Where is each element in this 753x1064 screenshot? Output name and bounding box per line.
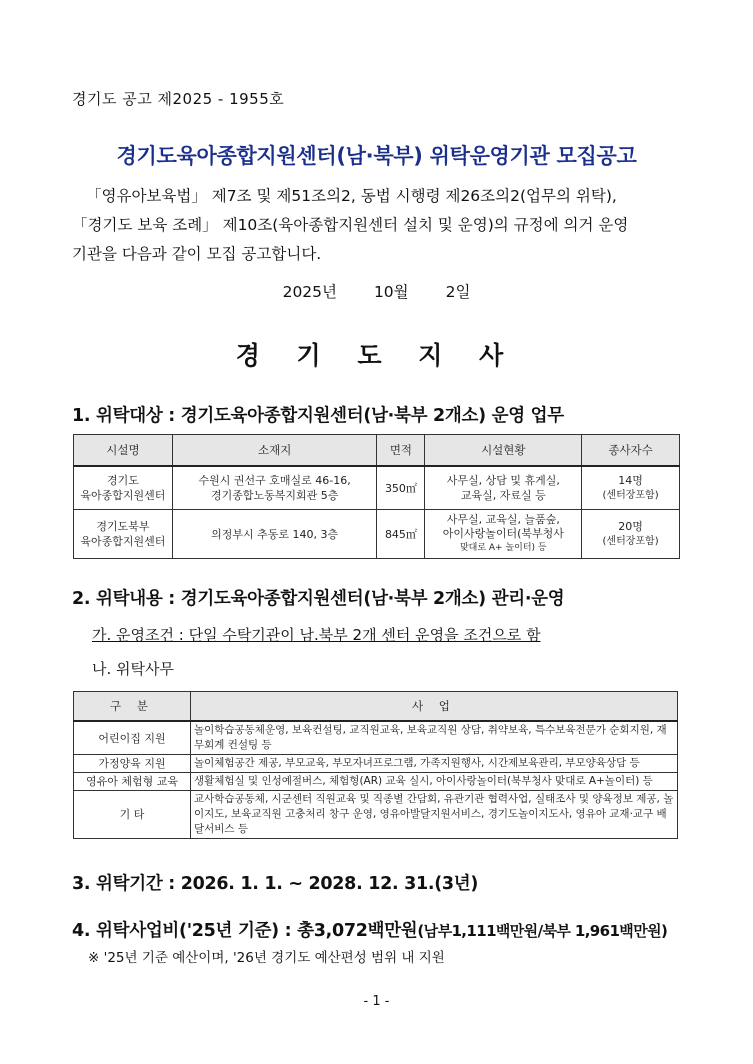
header-business: 사 업 <box>190 692 677 722</box>
header-facility-name: 시설명 <box>74 435 173 467</box>
staff-line: 20명 <box>618 520 643 533</box>
facility-staff <box>582 466 680 510</box>
task-description: 생활체험실 및 인성예절버스, 체험형(AR) 교육 실시, 아이사랑놀이터(북부청사 맞대로 A+놀이터) 등 <box>190 773 677 791</box>
operating-condition: 가. 운영조건 : 단일 수탁기관이 남.북부 2개 센터 운영을 조건으로 함 <box>92 626 541 644</box>
facility-status <box>425 510 582 559</box>
intro-line-2: 「경기도 보육 조례」 제10조(육아종합지원센터 설치 및 운영)의 규정에 의거 운영 <box>72 216 629 234</box>
task-description: 놀이체험공간 제공, 부모교육, 부모자녀프로그램, 가족지원행사, 시간제보육관리, 부모양육상담 등 <box>190 755 677 773</box>
header-category: 구 분 <box>74 692 191 722</box>
task-category: 기 타 <box>74 791 191 839</box>
table-row <box>74 510 680 559</box>
document-title: 경기도육아종합지원센터(남·북부) 위탁운영기관 모집공고 <box>116 144 637 168</box>
date-month: 10월 <box>373 283 409 301</box>
header-location: 소재지 <box>172 435 377 467</box>
budget-note: ※ '25년 기준 예산이며, '26년 경기도 예산편성 범위 내 지원 <box>88 950 445 966</box>
facility-staff <box>582 510 680 559</box>
status-line: 맞대로 A+ 놀이터) 등 <box>459 543 547 553</box>
announcement-number: 경기도 공고 제2025 - 1955호 <box>72 90 285 108</box>
task-category: 어린이집 지원 <box>74 721 191 755</box>
section-4-heading <box>72 917 667 942</box>
section-3-heading: 3. 위탁기간 : 2026. 1. 1. ~ 2028. 12. 31.(3년) <box>72 874 479 894</box>
facility-area: 845㎡ <box>377 510 425 559</box>
staff-line: (센터장포함) <box>602 490 659 501</box>
address-line: 경기종합노동복지회관 5층 <box>210 489 339 502</box>
date-year: 2025년 <box>282 283 337 301</box>
header-area: 면적 <box>377 435 425 467</box>
table-header-row <box>74 435 680 467</box>
intro-line-1: 「영유아보육법」 제7조 및 제51조의2, 동법 시행령 제26조의2(업무의 위탁), <box>86 187 617 205</box>
staff-line: (센터장포함) <box>602 536 659 547</box>
section-1-heading: 1. 위탁대상 : 경기도육아종합지원센터(남·북부 2개소) 운영 업무 <box>72 406 564 426</box>
table-row <box>74 466 680 510</box>
facility-area: 350㎡ <box>377 466 425 510</box>
facility-name <box>74 510 173 559</box>
intro-paragraph <box>72 182 684 269</box>
date-day: 2일 <box>445 283 471 301</box>
task-description: 놀이학습공동체운영, 보육컨설팅, 교직원교육, 보육교직원 상담, 취약보육, 특수보육전문가 순회지원, 재무회계 컨설팅 등 <box>190 721 677 755</box>
status-line: 사무실, 상담 및 휴게실, <box>446 474 560 487</box>
entrusted-tasks-label: 나. 위탁사무 <box>92 660 174 678</box>
facility-name-line: 경기도북부 <box>96 520 150 533</box>
intro-line-3: 기관을 다음과 같이 모집 공고합니다. <box>72 245 322 263</box>
facility-name-line: 육아종합지원센터 <box>80 489 166 502</box>
table-row <box>74 755 678 773</box>
task-category: 가정양육 지원 <box>74 755 191 773</box>
task-description: 교사학습공동체, 시군센터 직원교육 및 직종별 간담회, 유관기관 협력사업, 실태조사 및 양육정보 제공, 놀이지도, 보육교직원 고충처리 창구 운영, 영유아발달지원서비스, 경기도놀이지도사, 영유아 교재·교구 배달서비스 등 <box>190 791 677 839</box>
page-number: - 1 - <box>363 994 390 1009</box>
table-row <box>74 791 678 839</box>
budget-total: 4. 위탁사업비('25년 기준) : 총3,072백만원 <box>72 921 418 941</box>
status-line: 사무실, 교육실, 늘품숲, <box>446 513 560 526</box>
facility-address: 의정부시 추동로 140, 3층 <box>172 510 377 559</box>
issuer-name: 경 기 도 지 사 <box>235 341 518 370</box>
table-row <box>74 721 678 755</box>
facility-name <box>74 466 173 510</box>
facility-name-line: 육아종합지원센터 <box>80 535 166 548</box>
header-facility-status: 시설현황 <box>425 435 582 467</box>
facility-address <box>172 466 377 510</box>
section-2-heading: 2. 위탁내용 : 경기도육아종합지원센터(남·북부 2개소) 관리·운영 <box>72 589 565 609</box>
header-staff-count: 종사자수 <box>582 435 680 467</box>
task-category: 영유아 체험형 교육 <box>74 773 191 791</box>
facility-table <box>73 434 680 559</box>
facility-name-line: 경기도 <box>106 474 139 487</box>
table-header-row <box>74 692 678 722</box>
table-row <box>74 773 678 791</box>
staff-line: 14명 <box>618 474 643 487</box>
entrusted-tasks-table <box>73 691 678 839</box>
announcement-date <box>0 280 753 302</box>
budget-breakdown: (남부1,111백만원/북부 1,961백만원) <box>417 922 668 940</box>
status-line: 교육실, 자료실 등 <box>460 489 546 502</box>
facility-status <box>425 466 582 510</box>
address-line: 수원시 권선구 호매실로 46-16, <box>198 474 351 487</box>
status-line: 아이사랑놀이터(북부청사 <box>442 527 564 540</box>
